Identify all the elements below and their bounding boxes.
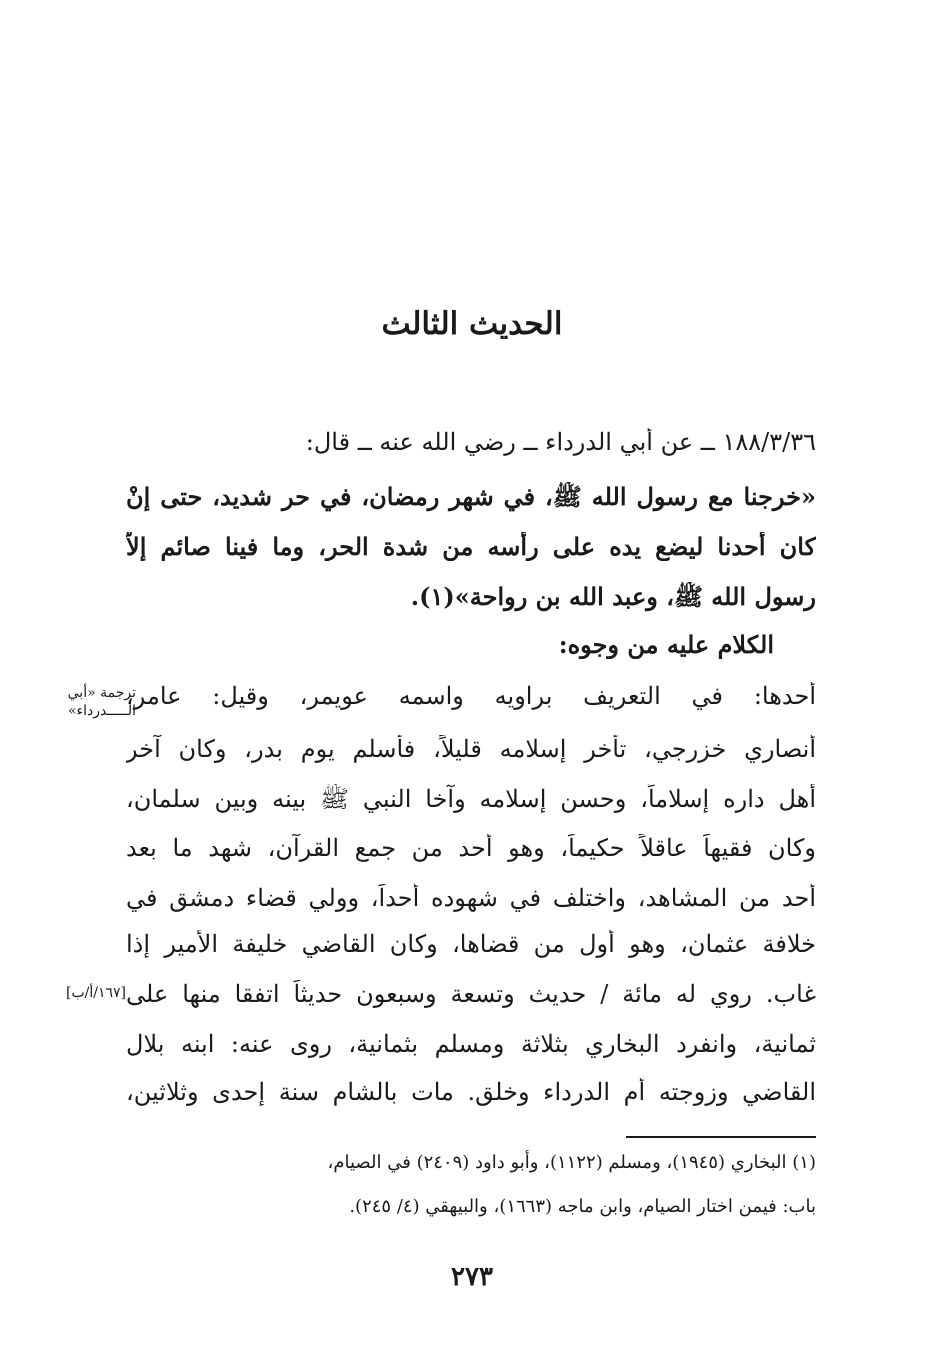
body-line: ثمانية، وانفرد البخاري بثلاثة ومسلم بثمانية، روى عنه: ابنه بلال bbox=[126, 1030, 816, 1058]
body-line: أنصاري خزرجي، تأخر إسلامه قليلاً، فأسلم يوم بدر، وكان آخر bbox=[126, 735, 816, 763]
footnote-line: باب: فيمن اختار الصيام، وابن ماجه (١٦٦٣)، والبيهقي (٤/ ٢٤٥). bbox=[349, 1196, 816, 1217]
hadith-text-line: رسول الله ﷺ، وعبد الله بن رواحة»(١). bbox=[410, 582, 816, 611]
margin-note-line: الـــــدرداء» bbox=[67, 703, 136, 719]
body-line: غاب. روي له مائة / حديث وتسعة وسبعون حديثاً اتفقا منها على bbox=[126, 980, 816, 1008]
body-line: أحد من المشاهد، واختلف في شهوده أحداً، وولي قضاء دمشق في bbox=[126, 884, 816, 912]
hadith-intro: ١٨٨/٣/٣٦ ــ عن أبي الدرداء ــ رضي الله عنه ــ قال: bbox=[305, 428, 816, 456]
margin-note-folio: [١٦٧/أ/ب] bbox=[65, 985, 126, 1001]
footnote-line: (١) البخاري (١٩٤٥)، ومسلم (١١٢٢)، وأبو داود (٢٤٠٩) في الصيام، bbox=[327, 1152, 816, 1173]
body-line: خلافة عثمان، وهو أول من قضاها، وكان القاضي خليفة الأمير إذا bbox=[126, 930, 816, 958]
body-line: أهل داره إسلاماً، وحسن إسلامه وآخا النبي ﷺ بينه وبين سلمان، bbox=[126, 785, 816, 813]
discussion-heading: الكلام عليه من وجوه: bbox=[558, 630, 774, 659]
margin-note-line: ترجمة «أبي bbox=[67, 685, 136, 701]
body-line: القاضي وزوجته أم الدرداء وخلق. مات بالشام سنة إحدى وثلاثين، bbox=[126, 1078, 816, 1106]
section-title: الحديث الثالث bbox=[381, 306, 563, 342]
footnote-divider bbox=[626, 1136, 816, 1138]
hadith-text-line: كان أحدنا ليضع يده على رأسه من شدة الحر، وما فينا صائم إلاَّ bbox=[126, 532, 816, 561]
hadith-text-line: «خرجنا مع رسول الله ﷺ، في شهر رمضان، في حر شديد، حتى إنْ bbox=[126, 482, 816, 511]
page-number: ٢٧٣ bbox=[451, 1262, 493, 1292]
body-line: أحدها: في التعريف براويه واسمه عويمر، وقيل: عامر، bbox=[126, 682, 816, 710]
margin-note-biography bbox=[26, 684, 136, 720]
body-line: وكان فقيهاً عاقلاً حكيماً، وهو أحد من جمع القرآن، شهد ما بعد bbox=[126, 834, 816, 862]
